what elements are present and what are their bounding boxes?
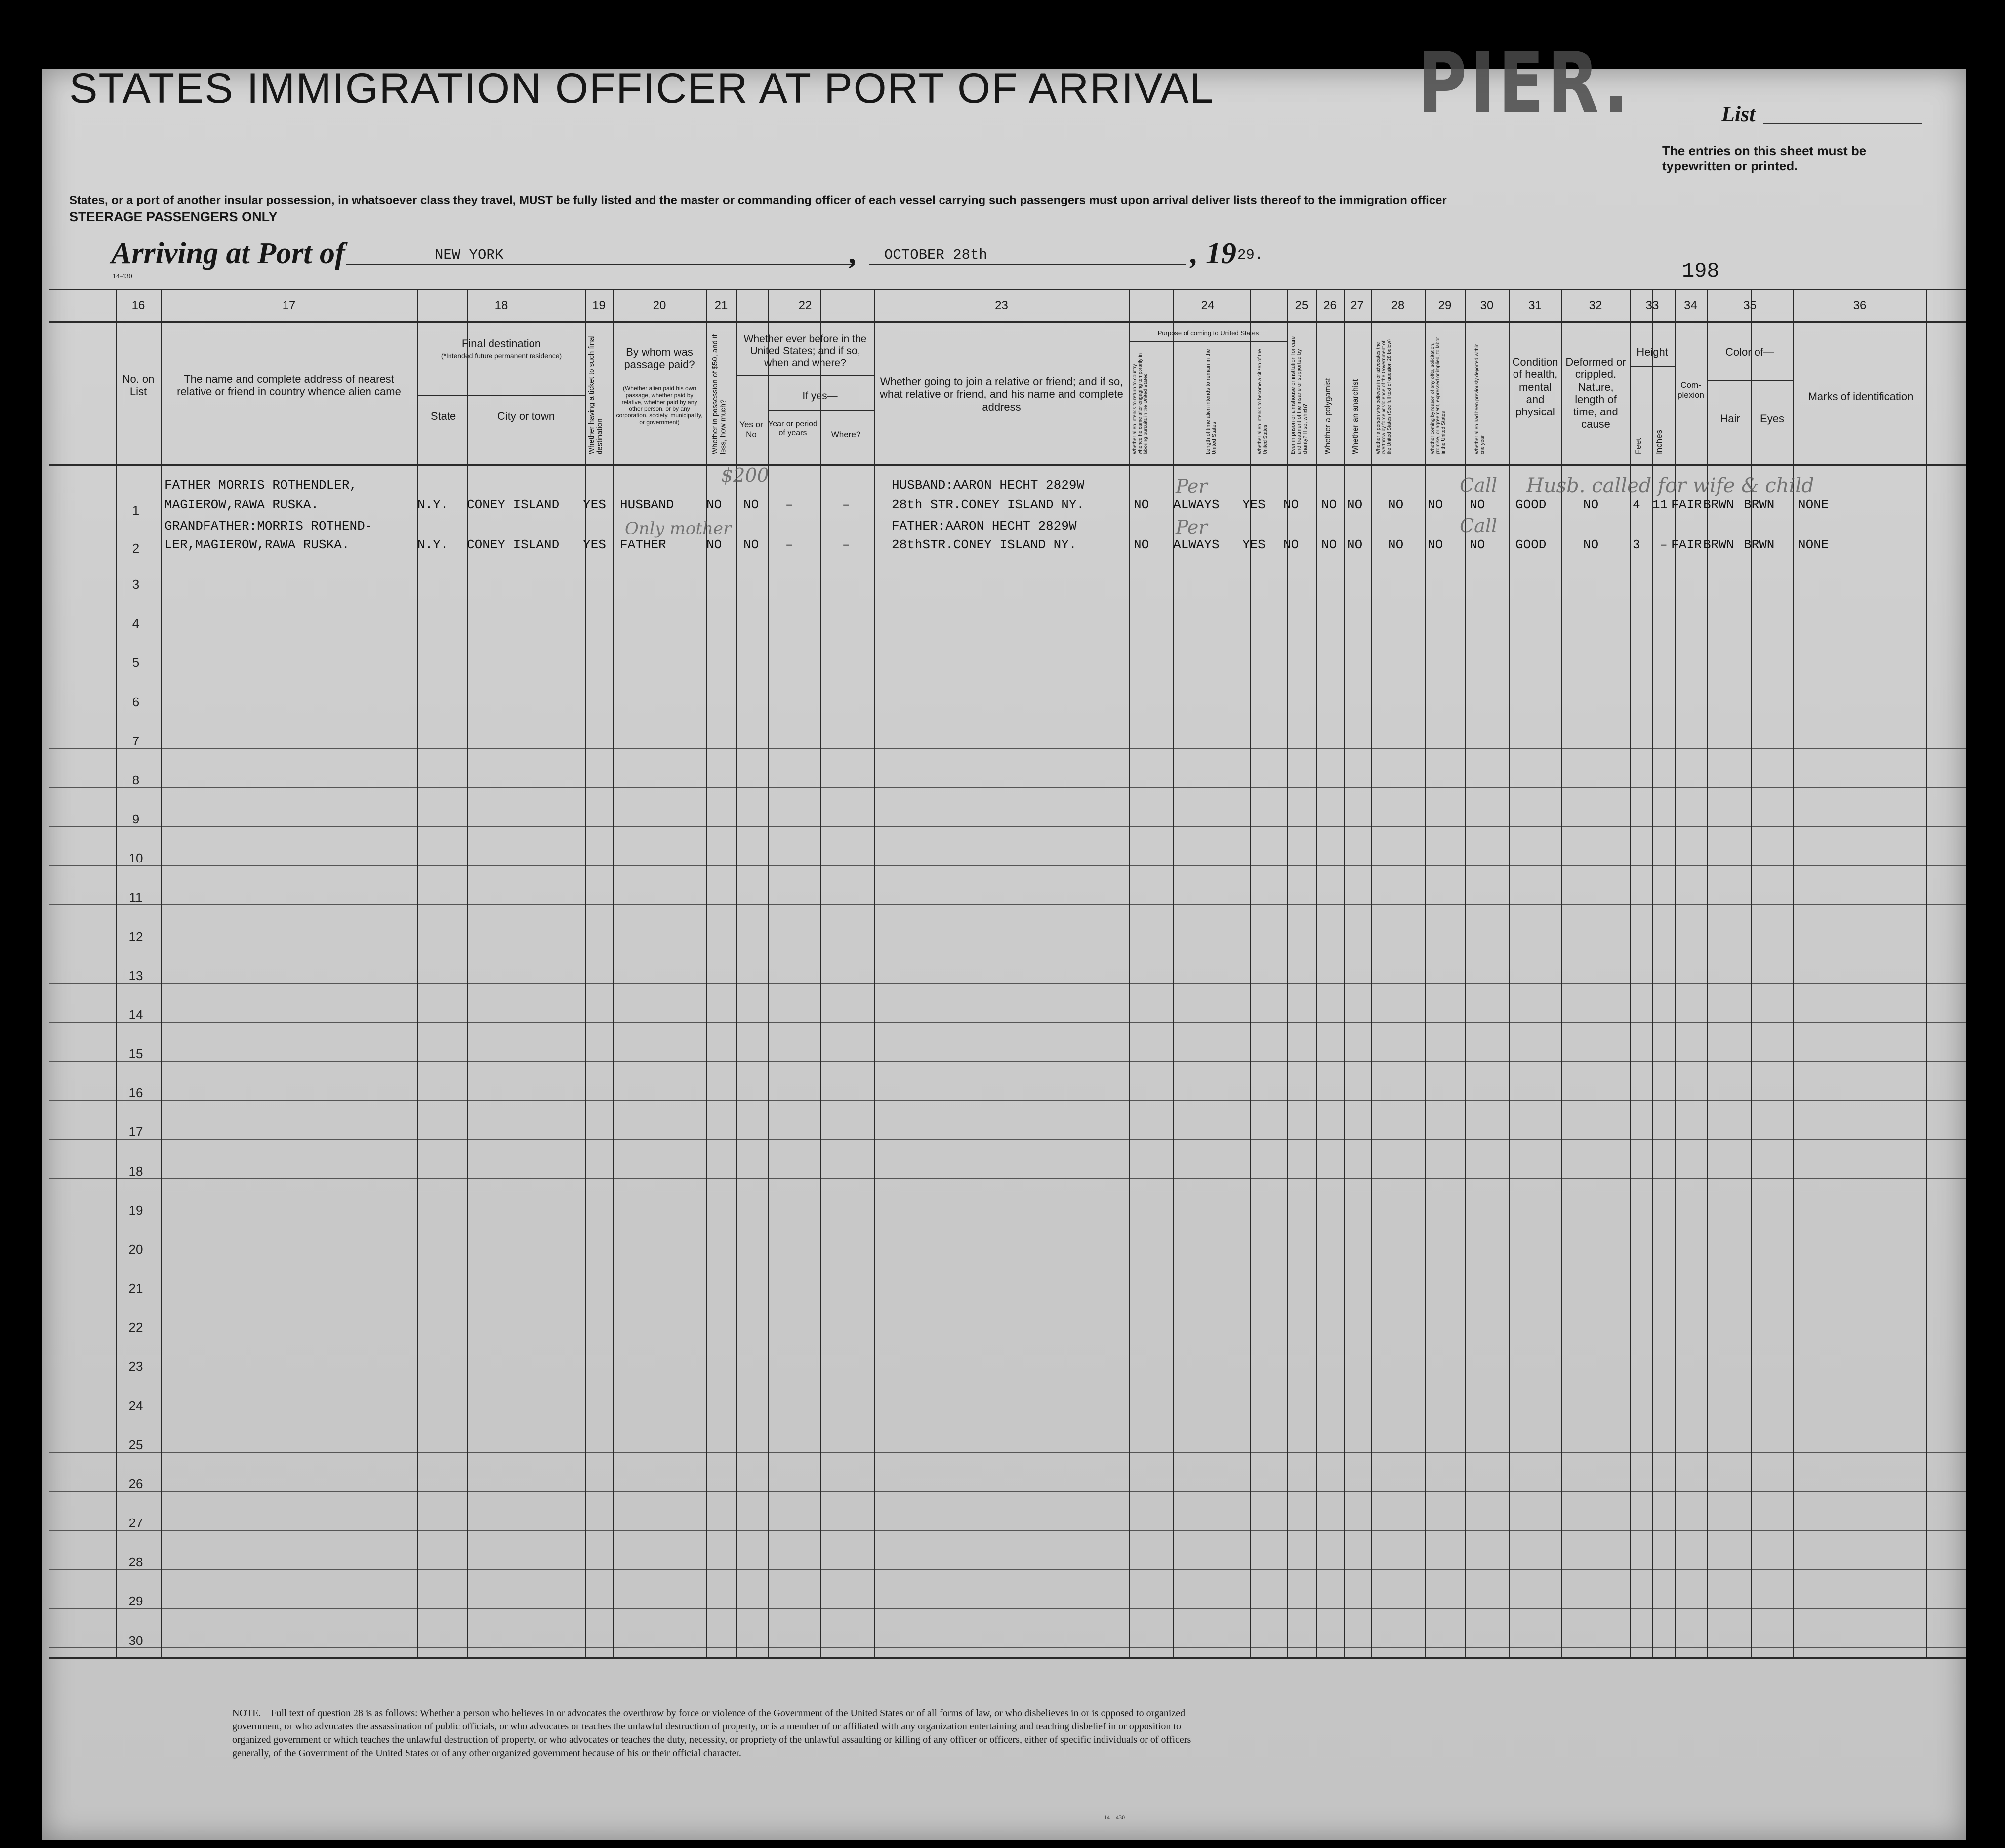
row-number: 16 bbox=[128, 1085, 143, 1100]
column-divider bbox=[1250, 289, 1251, 1657]
column-divider bbox=[116, 289, 117, 1657]
footer-form-number: 14—430 bbox=[1104, 1814, 1125, 1821]
col-citizen: Whether alien intends to become a citizen of the United States bbox=[1257, 349, 1268, 454]
form-number: 14-430 bbox=[113, 273, 132, 280]
before-us: NO bbox=[743, 537, 759, 552]
row-number: 12 bbox=[128, 929, 143, 944]
subheader-line bbox=[736, 375, 874, 376]
col-final-destination-note: (*Intended future permanent residence) bbox=[441, 352, 562, 360]
row-divider bbox=[49, 1061, 1966, 1062]
complexion: FAIR bbox=[1671, 537, 1702, 552]
has-50: NO bbox=[706, 537, 722, 552]
colnum-28: 28 bbox=[1391, 299, 1405, 312]
binder-hole bbox=[20, 1252, 42, 1275]
relative-address: LER,MAGIEROW,RAWA RUSKA. bbox=[164, 537, 350, 552]
col-deformed: Deformed or crippled. Nature, length of time, and cause bbox=[1565, 356, 1626, 431]
col-length: Length of time alien intends to remain in the United States bbox=[1205, 349, 1218, 454]
colnum-35: 35 bbox=[1743, 299, 1757, 312]
deformed: NO bbox=[1583, 537, 1599, 552]
year-century: 19 bbox=[1206, 237, 1236, 270]
col-paid-by: By whom was passage paid? bbox=[624, 346, 695, 371]
colnum-19: 19 bbox=[592, 299, 606, 312]
colnum-34: 34 bbox=[1684, 299, 1697, 312]
binder-hole bbox=[20, 358, 42, 381]
row-number: 15 bbox=[128, 1046, 143, 1061]
col-paid-by-note: (Whether alien paid his own passage, whether paid by relative, whether paid by any other person, or by any corporation, society, municipality, or government) bbox=[616, 385, 703, 426]
height-inches: – bbox=[1660, 537, 1668, 552]
row-number: 18 bbox=[128, 1164, 143, 1179]
column-divider bbox=[1509, 289, 1510, 1657]
row-number: 14 bbox=[128, 1007, 143, 1022]
col-relative: The name and complete address of nearest relative or friend in country whence alien came bbox=[177, 373, 401, 398]
col-before-yes-no: Yes or No bbox=[739, 420, 763, 439]
row-number: 30 bbox=[128, 1633, 143, 1648]
handwritten-money: $200 bbox=[721, 464, 769, 486]
offer: NO bbox=[1428, 497, 1443, 512]
years: – bbox=[785, 537, 793, 552]
colnum-29: 29 bbox=[1438, 299, 1452, 312]
colnum-16: 16 bbox=[131, 299, 145, 312]
colnum-26: 26 bbox=[1323, 299, 1337, 312]
join-relative: FATHER:AARON HECHT 2829W bbox=[892, 519, 1077, 534]
col-height: Height bbox=[1637, 346, 1668, 358]
binder-hole bbox=[20, 487, 42, 509]
colnum-30: 30 bbox=[1480, 299, 1494, 312]
health: GOOD bbox=[1515, 537, 1547, 552]
col-eyes: Eyes bbox=[1760, 412, 1784, 425]
year-prefix bbox=[1190, 236, 1236, 271]
column-divider bbox=[417, 289, 418, 1657]
deformed: NO bbox=[1583, 497, 1599, 512]
col-city: City or town bbox=[497, 410, 555, 422]
ticket: YES bbox=[583, 497, 606, 512]
date-value: OCTOBER 28th bbox=[884, 247, 987, 263]
handwritten-paid-note: Only mother bbox=[625, 519, 732, 538]
join-relative: HUSBAND:AARON HECHT 2829W bbox=[892, 478, 1085, 493]
footnote-question-28: NOTE.—Full text of question 28 is as follows: Whether a person who believes in or advocates the overthrow by force or violence of the Government of the United States or of all forms of law, or who disbelieves in or is opposed to organized government, or who advocates the assassination of public officials, or who advocates or teaches the unlawful destruction of property, or is a member of or affiliated with any organization entertaining and teaching disbelief in or opposition to organized government or which teaches the unlawful destruction of property, or who advocates or teaches the duty, necessity, or propriety of the unlawful assaulting or killing of any officer or officers, either of specific individuals or of officers generally, of the Government of the United States or of any other organized government because of his or their official character. bbox=[232, 1708, 1191, 1759]
dest-state: N.Y. bbox=[417, 537, 449, 552]
row-divider bbox=[49, 1608, 1966, 1609]
row-divider bbox=[49, 1100, 1966, 1101]
row-number: 21 bbox=[128, 1281, 143, 1296]
col-return: Whether alien intends to return to country whence he came after engaging temporarily in laboring pursuits in the United States bbox=[1132, 353, 1148, 454]
q28: NO bbox=[1388, 497, 1404, 512]
polygamist: NO bbox=[1321, 537, 1337, 552]
deported: NO bbox=[1470, 497, 1485, 512]
column-divider bbox=[820, 289, 821, 1657]
complexion: FAIR bbox=[1671, 497, 1702, 512]
column-divider bbox=[585, 289, 586, 1657]
prison: NO bbox=[1283, 537, 1299, 552]
col-years: Year or period of years bbox=[768, 420, 818, 438]
column-divider bbox=[874, 289, 875, 1657]
row-divider bbox=[49, 787, 1966, 788]
years: – bbox=[785, 497, 793, 512]
binder-hole bbox=[20, 1598, 42, 1621]
col-deported: Whether alien had been previously deported within one year bbox=[1474, 343, 1485, 454]
pier-stamp: PIER. bbox=[1418, 35, 1633, 132]
where: – bbox=[842, 537, 850, 552]
colnum-20: 20 bbox=[653, 299, 666, 312]
row-number: 4 bbox=[132, 616, 140, 631]
row-number: 19 bbox=[128, 1203, 143, 1218]
table-top-border bbox=[49, 289, 1966, 290]
arriving-label: Arriving at Port of bbox=[111, 237, 345, 270]
header-bottom-border bbox=[49, 464, 1966, 466]
col-purpose: Purpose of coming to United States bbox=[1157, 329, 1259, 337]
col-prison: Ever in prison or almshouse or institution for care and treatment of the insane or supported by charity? If so, which? bbox=[1290, 336, 1309, 454]
col-hair: Hair bbox=[1720, 412, 1740, 425]
col-marks: Marks of identification bbox=[1808, 390, 1914, 403]
row-divider bbox=[49, 748, 1966, 749]
colnum-33: 33 bbox=[1645, 299, 1659, 312]
q28: NO bbox=[1388, 537, 1404, 552]
row-number: 28 bbox=[128, 1555, 143, 1569]
colnum-24: 24 bbox=[1201, 299, 1215, 312]
return: NO bbox=[1134, 497, 1149, 512]
col-anarchist: Whether an anarchist bbox=[1351, 379, 1360, 454]
row-number: 29 bbox=[128, 1594, 143, 1608]
col-ticket: Whether having a ticket to such final destination bbox=[587, 335, 604, 454]
ticket: YES bbox=[583, 537, 606, 552]
row-number: 20 bbox=[128, 1242, 143, 1257]
colnum-22: 22 bbox=[798, 299, 812, 312]
col-if-yes: If yes— bbox=[802, 390, 838, 402]
column-divider bbox=[768, 289, 769, 1657]
hair: BRWN bbox=[1703, 497, 1734, 512]
row-divider bbox=[49, 1022, 1966, 1023]
subtitle-steerage: STEERAGE PASSENGERS ONLY bbox=[69, 209, 278, 224]
prison: NO bbox=[1283, 497, 1299, 512]
col-where: Where? bbox=[831, 430, 861, 439]
page-title: STATES IMMIGRATION OFFICER AT PORT OF ARRIVAL bbox=[69, 65, 1215, 112]
dest-city: CONEY ISLAND bbox=[467, 497, 560, 512]
binder-hole bbox=[20, 613, 42, 635]
row-number: 26 bbox=[128, 1477, 143, 1491]
list-label: List bbox=[1721, 102, 1756, 126]
col-state: State bbox=[430, 410, 456, 422]
colnum-17: 17 bbox=[282, 299, 296, 312]
comma-2: , bbox=[1190, 237, 1198, 270]
column-divider bbox=[1316, 289, 1317, 1657]
length: ALWAYS bbox=[1173, 537, 1220, 552]
anarchist: NO bbox=[1347, 497, 1363, 512]
list-number-line bbox=[1763, 123, 1922, 124]
column-divider bbox=[1926, 289, 1927, 1657]
colnum-31: 31 bbox=[1528, 299, 1542, 312]
row-number: 13 bbox=[128, 968, 143, 983]
eyes: BRWN bbox=[1744, 497, 1775, 512]
column-divider bbox=[1129, 289, 1130, 1657]
handwritten-remark: Husb. called for wife & child bbox=[1526, 474, 1814, 497]
col-final-destination: Final destination bbox=[461, 337, 541, 350]
binder-hole bbox=[20, 1712, 42, 1734]
col-feet: Feet bbox=[1634, 437, 1643, 454]
handwritten-deported: Call bbox=[1460, 515, 1498, 536]
colnum-21: 21 bbox=[714, 299, 728, 312]
row-divider bbox=[49, 1178, 1966, 1179]
citizen: YES bbox=[1242, 537, 1266, 552]
colnum-18: 18 bbox=[494, 299, 508, 312]
height-feet: 4 bbox=[1633, 497, 1640, 512]
manifest-sheet bbox=[42, 69, 1966, 1840]
row-number: 24 bbox=[128, 1398, 143, 1413]
column-divider bbox=[736, 289, 737, 1657]
comma-1: , bbox=[850, 237, 858, 270]
row-number: 5 bbox=[132, 655, 140, 670]
binder-hole bbox=[20, 1173, 42, 1196]
colnum-27: 27 bbox=[1350, 299, 1364, 312]
row-number: 2 bbox=[132, 541, 140, 556]
col-offer: Whether coming by reason of any offer, solicitation, promise, or agreement, expressed or implied, to labor in the United States bbox=[1430, 337, 1446, 454]
col-color-of: Color of— bbox=[1725, 346, 1775, 358]
anarchist: NO bbox=[1347, 537, 1363, 552]
row-number: 11 bbox=[129, 890, 143, 904]
relative-address: GRANDFATHER:MORRIS ROTHEND- bbox=[164, 519, 373, 534]
row-number: 27 bbox=[128, 1516, 143, 1530]
column-number-row-border bbox=[49, 321, 1966, 323]
row-number: 3 bbox=[132, 577, 140, 592]
row-number: 17 bbox=[128, 1124, 143, 1139]
row-divider bbox=[49, 826, 1966, 827]
health: GOOD bbox=[1515, 497, 1547, 512]
relative-address: FATHER MORRIS ROTHENDLER, bbox=[164, 478, 358, 493]
column-divider bbox=[161, 289, 162, 1657]
subheader-line bbox=[417, 395, 585, 396]
column-divider bbox=[1371, 289, 1372, 1657]
binder-hole bbox=[20, 279, 42, 302]
paid-by: HUSBAND bbox=[620, 497, 674, 512]
col-no-on-list: No. on List bbox=[122, 373, 155, 398]
handwritten-deported: Call bbox=[1460, 474, 1498, 496]
row-divider bbox=[49, 904, 1966, 905]
marks: NONE bbox=[1798, 537, 1829, 552]
marks: NONE bbox=[1798, 497, 1829, 512]
before-us: NO bbox=[743, 497, 759, 512]
col-polygamist: Whether a polygamist bbox=[1324, 378, 1332, 454]
length: ALWAYS bbox=[1173, 497, 1220, 512]
subheader-line bbox=[1630, 366, 1675, 367]
deported: NO bbox=[1470, 537, 1485, 552]
handwritten-purpose: Per bbox=[1176, 475, 1208, 497]
polygamist: NO bbox=[1321, 497, 1337, 512]
port-value: NEW YORK bbox=[435, 247, 504, 263]
handwritten-purpose: Per bbox=[1176, 516, 1208, 538]
row-number: 25 bbox=[128, 1437, 143, 1452]
column-divider bbox=[1344, 289, 1345, 1657]
column-divider bbox=[706, 289, 707, 1657]
has-50: NO bbox=[706, 497, 722, 512]
row-divider bbox=[49, 865, 1966, 866]
port-line bbox=[346, 264, 855, 265]
column-divider bbox=[467, 289, 468, 1657]
date-line bbox=[869, 264, 1186, 265]
relative-address: MAGIEROW,RAWA RUSKA. bbox=[164, 497, 319, 512]
col-before-us: Whether ever before in the United States; and if so, when and where? bbox=[743, 333, 867, 369]
row-number: 22 bbox=[128, 1320, 143, 1335]
height-feet: 3 bbox=[1633, 537, 1640, 552]
row-divider bbox=[49, 1491, 1966, 1492]
row-number: 23 bbox=[128, 1359, 143, 1374]
col-complexion: Com-plexion bbox=[1678, 380, 1704, 400]
subheader-line bbox=[768, 410, 874, 411]
column-divider bbox=[1287, 289, 1288, 1657]
offer: NO bbox=[1428, 537, 1443, 552]
col-health: Condition of health, mental and physical bbox=[1512, 356, 1558, 418]
col-join-relative: Whether going to join a relative or friend; and if so, what relative or friend, and his name and complete address bbox=[880, 375, 1123, 413]
column-divider bbox=[1173, 289, 1174, 1657]
row-divider bbox=[49, 1139, 1966, 1140]
height-inches: 11 bbox=[1652, 497, 1668, 512]
row-divider bbox=[49, 1452, 1966, 1453]
paid-by: FATHER bbox=[620, 537, 666, 552]
colnum-36: 36 bbox=[1853, 299, 1867, 312]
col-inches: Inches bbox=[1654, 429, 1664, 454]
table-bottom-border bbox=[49, 1657, 1966, 1659]
row-number: 7 bbox=[132, 734, 140, 748]
colnum-25: 25 bbox=[1295, 299, 1309, 312]
dest-state: N.Y. bbox=[417, 497, 449, 512]
col-q28: Whether a person who believes in or advocates the overthrow by force or violence of the Government of the United States (See full text of question 28 below) bbox=[1376, 339, 1392, 454]
subtitle-instructions: States, or a port of another insular possession, in whatsoever class they travel, MUST be fully listed and the master or commanding officer of each vessel carrying such passengers must upon arrival deliver lists thereof to the immigration officer bbox=[69, 194, 1447, 207]
hair: BRWN bbox=[1703, 537, 1734, 552]
colnum-23: 23 bbox=[995, 299, 1008, 312]
row-divider bbox=[49, 1530, 1966, 1531]
col-has-50: Whether in possession of $50, and if less, how much? bbox=[711, 334, 728, 454]
row-number: 8 bbox=[132, 773, 140, 787]
row-number: 6 bbox=[132, 695, 140, 709]
year-value: 29. bbox=[1237, 247, 1264, 263]
citizen: YES bbox=[1242, 497, 1266, 512]
column-divider bbox=[613, 289, 614, 1657]
return: NO bbox=[1134, 537, 1149, 552]
subheader-line bbox=[1129, 341, 1287, 342]
row-number: 10 bbox=[128, 851, 143, 865]
eyes: BRWN bbox=[1744, 537, 1775, 552]
row-divider bbox=[49, 1647, 1966, 1648]
row-divider bbox=[49, 983, 1966, 984]
row-number: 1 bbox=[132, 503, 140, 518]
colnum-32: 32 bbox=[1589, 299, 1602, 312]
join-relative: 28th STR.CONEY ISLAND NY. bbox=[892, 497, 1085, 512]
subheader-line bbox=[1707, 380, 1793, 381]
row-number: 9 bbox=[132, 812, 140, 826]
list-note: The entries on this sheet must be typewritten or printed. bbox=[1662, 143, 1867, 173]
column-divider bbox=[1425, 289, 1426, 1657]
where: – bbox=[842, 497, 850, 512]
page-number: 198 bbox=[1682, 259, 1719, 283]
join-relative: 28thSTR.CONEY ISLAND NY. bbox=[892, 537, 1077, 552]
row-divider bbox=[49, 1569, 1966, 1570]
dest-city: CONEY ISLAND bbox=[467, 537, 560, 552]
